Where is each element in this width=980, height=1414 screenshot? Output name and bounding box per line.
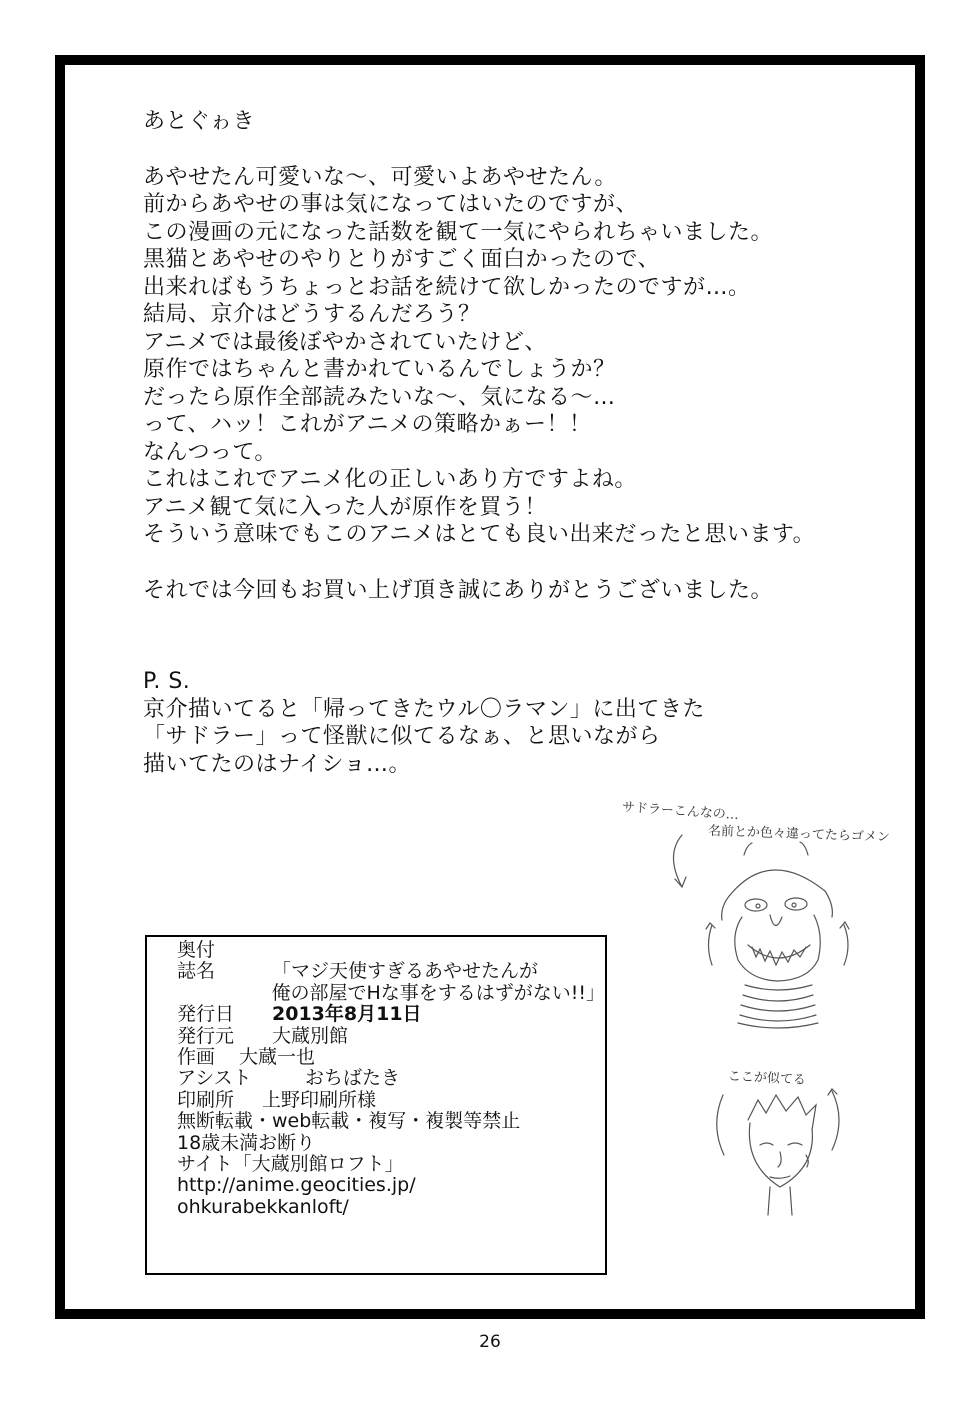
afterword-line: この漫画の元になった話数を観て一気にやられちゃいました。: [143, 219, 774, 245]
colophon-assist-label: アシスト: [177, 1067, 252, 1090]
colophon-artist-value: 大蔵一也: [239, 1046, 316, 1069]
sketch-area: [620, 795, 890, 1235]
colophon-notice: 無断転載・web転載・複写・複製等禁止: [177, 1110, 521, 1133]
colophon-publisher-row: [177, 1026, 605, 1047]
colophon-printer-row: [177, 1090, 605, 1111]
afterword-title: あとぐゎき: [143, 109, 256, 134]
colophon-title-line1: 「マジ天使すぎるあやせたんが: [272, 960, 539, 983]
colophon-title-label: 誌名: [177, 960, 216, 983]
colophon-site: サイト「大蔵別館ロフト」: [177, 1153, 404, 1176]
colophon-url-2[interactable]: ohkurabekkanloft/: [177, 1195, 349, 1218]
afterword-thanks: それでは今回もお買い上げ頂き誠にありがとうございました。: [143, 577, 774, 603]
colophon-box: [145, 935, 607, 1275]
monster-and-face-sketch-illustration: [620, 795, 890, 1235]
afterword-line: そういう意味でもこのアニメはとても良い出来だったと思います。: [143, 522, 816, 547]
colophon-publisher-label: 発行元: [177, 1024, 235, 1047]
colophon-assist-value: おちばたき: [305, 1067, 401, 1090]
colophon-publisher-value: 大蔵別館: [272, 1024, 349, 1047]
colophon-assist-row: [177, 1068, 605, 1089]
sketch-note-top-2: 名前とか色々違ってたらゴメン: [707, 823, 891, 846]
colophon-title-line2: 俺の部屋でHな事をするはずがない!!」: [271, 981, 605, 1004]
page-number: 26: [479, 1332, 501, 1352]
afterword-line: これはこれでアニメ化の正しいあり方ですよね。: [143, 467, 637, 492]
ps-line: 「サドラー」って怪獣に似てるなぁ、と思いながら: [143, 724, 661, 749]
colophon-date-label: 発行日: [177, 1003, 235, 1026]
afterword-line: 前からあやせの事は気になってはいたのですが、: [143, 192, 639, 217]
colophon-title-row-2: [177, 983, 605, 1004]
colophon-age: 18歳未満お断り: [177, 1131, 316, 1154]
afterword-line: 原作ではちゃんと書かれているんでしょうか？: [143, 357, 616, 382]
afterword-line: あやせたん可愛いな〜、可愛いよあやせたん。: [143, 164, 617, 190]
postscript: [143, 668, 705, 778]
colophon-url-1[interactable]: http://anime.geocities.jp/: [177, 1174, 416, 1197]
afterword-line: 出来ればもうちょっとお話を続けて欲しかったのですが…。: [143, 274, 751, 300]
colophon-date-row: [177, 1004, 605, 1025]
colophon-date-value: 2013年8月11日: [272, 1003, 422, 1026]
afterword-line: アニメ観て気に入った人が原作を買う！: [143, 494, 547, 520]
colophon-title-indent: [177, 983, 271, 1004]
ps-line: 京介描いてると「帰ってきたウル〇ラマン」に出てきた: [143, 696, 705, 722]
afterword-line: アニメでは最後ぼやかされていたけど、: [143, 329, 547, 355]
colophon-artist-label: 作画: [177, 1046, 216, 1069]
ps-heading: P. S.: [143, 669, 191, 694]
afterword-line: 結局、京介はどうするんだろう？: [143, 302, 481, 327]
colophon-printer-label: 印刷所: [177, 1088, 235, 1111]
sketch-note-middle: ここが似てる: [727, 1068, 807, 1089]
afterword-line: だったら原作全部読みたいな〜、気になる〜…: [143, 384, 616, 410]
afterword-line: なんつって。: [143, 439, 277, 465]
ps-line: 描いてたのはナイショ…。: [143, 751, 412, 777]
afterword-line: って、ハッ！これがアニメの策略かぁー！！: [143, 412, 592, 437]
colophon-printer-value: 上野印刷所様: [262, 1088, 377, 1111]
afterword: [143, 108, 863, 604]
colophon-heading: 奥付: [177, 939, 216, 961]
colophon-title-row: [177, 961, 605, 982]
colophon-artist-row: [177, 1047, 605, 1068]
sketch-note-top-1: サドラーこんなの…: [621, 799, 740, 824]
afterword-line: 黒猫とあやせのやりとりがすごく面白かったので、: [143, 247, 661, 272]
